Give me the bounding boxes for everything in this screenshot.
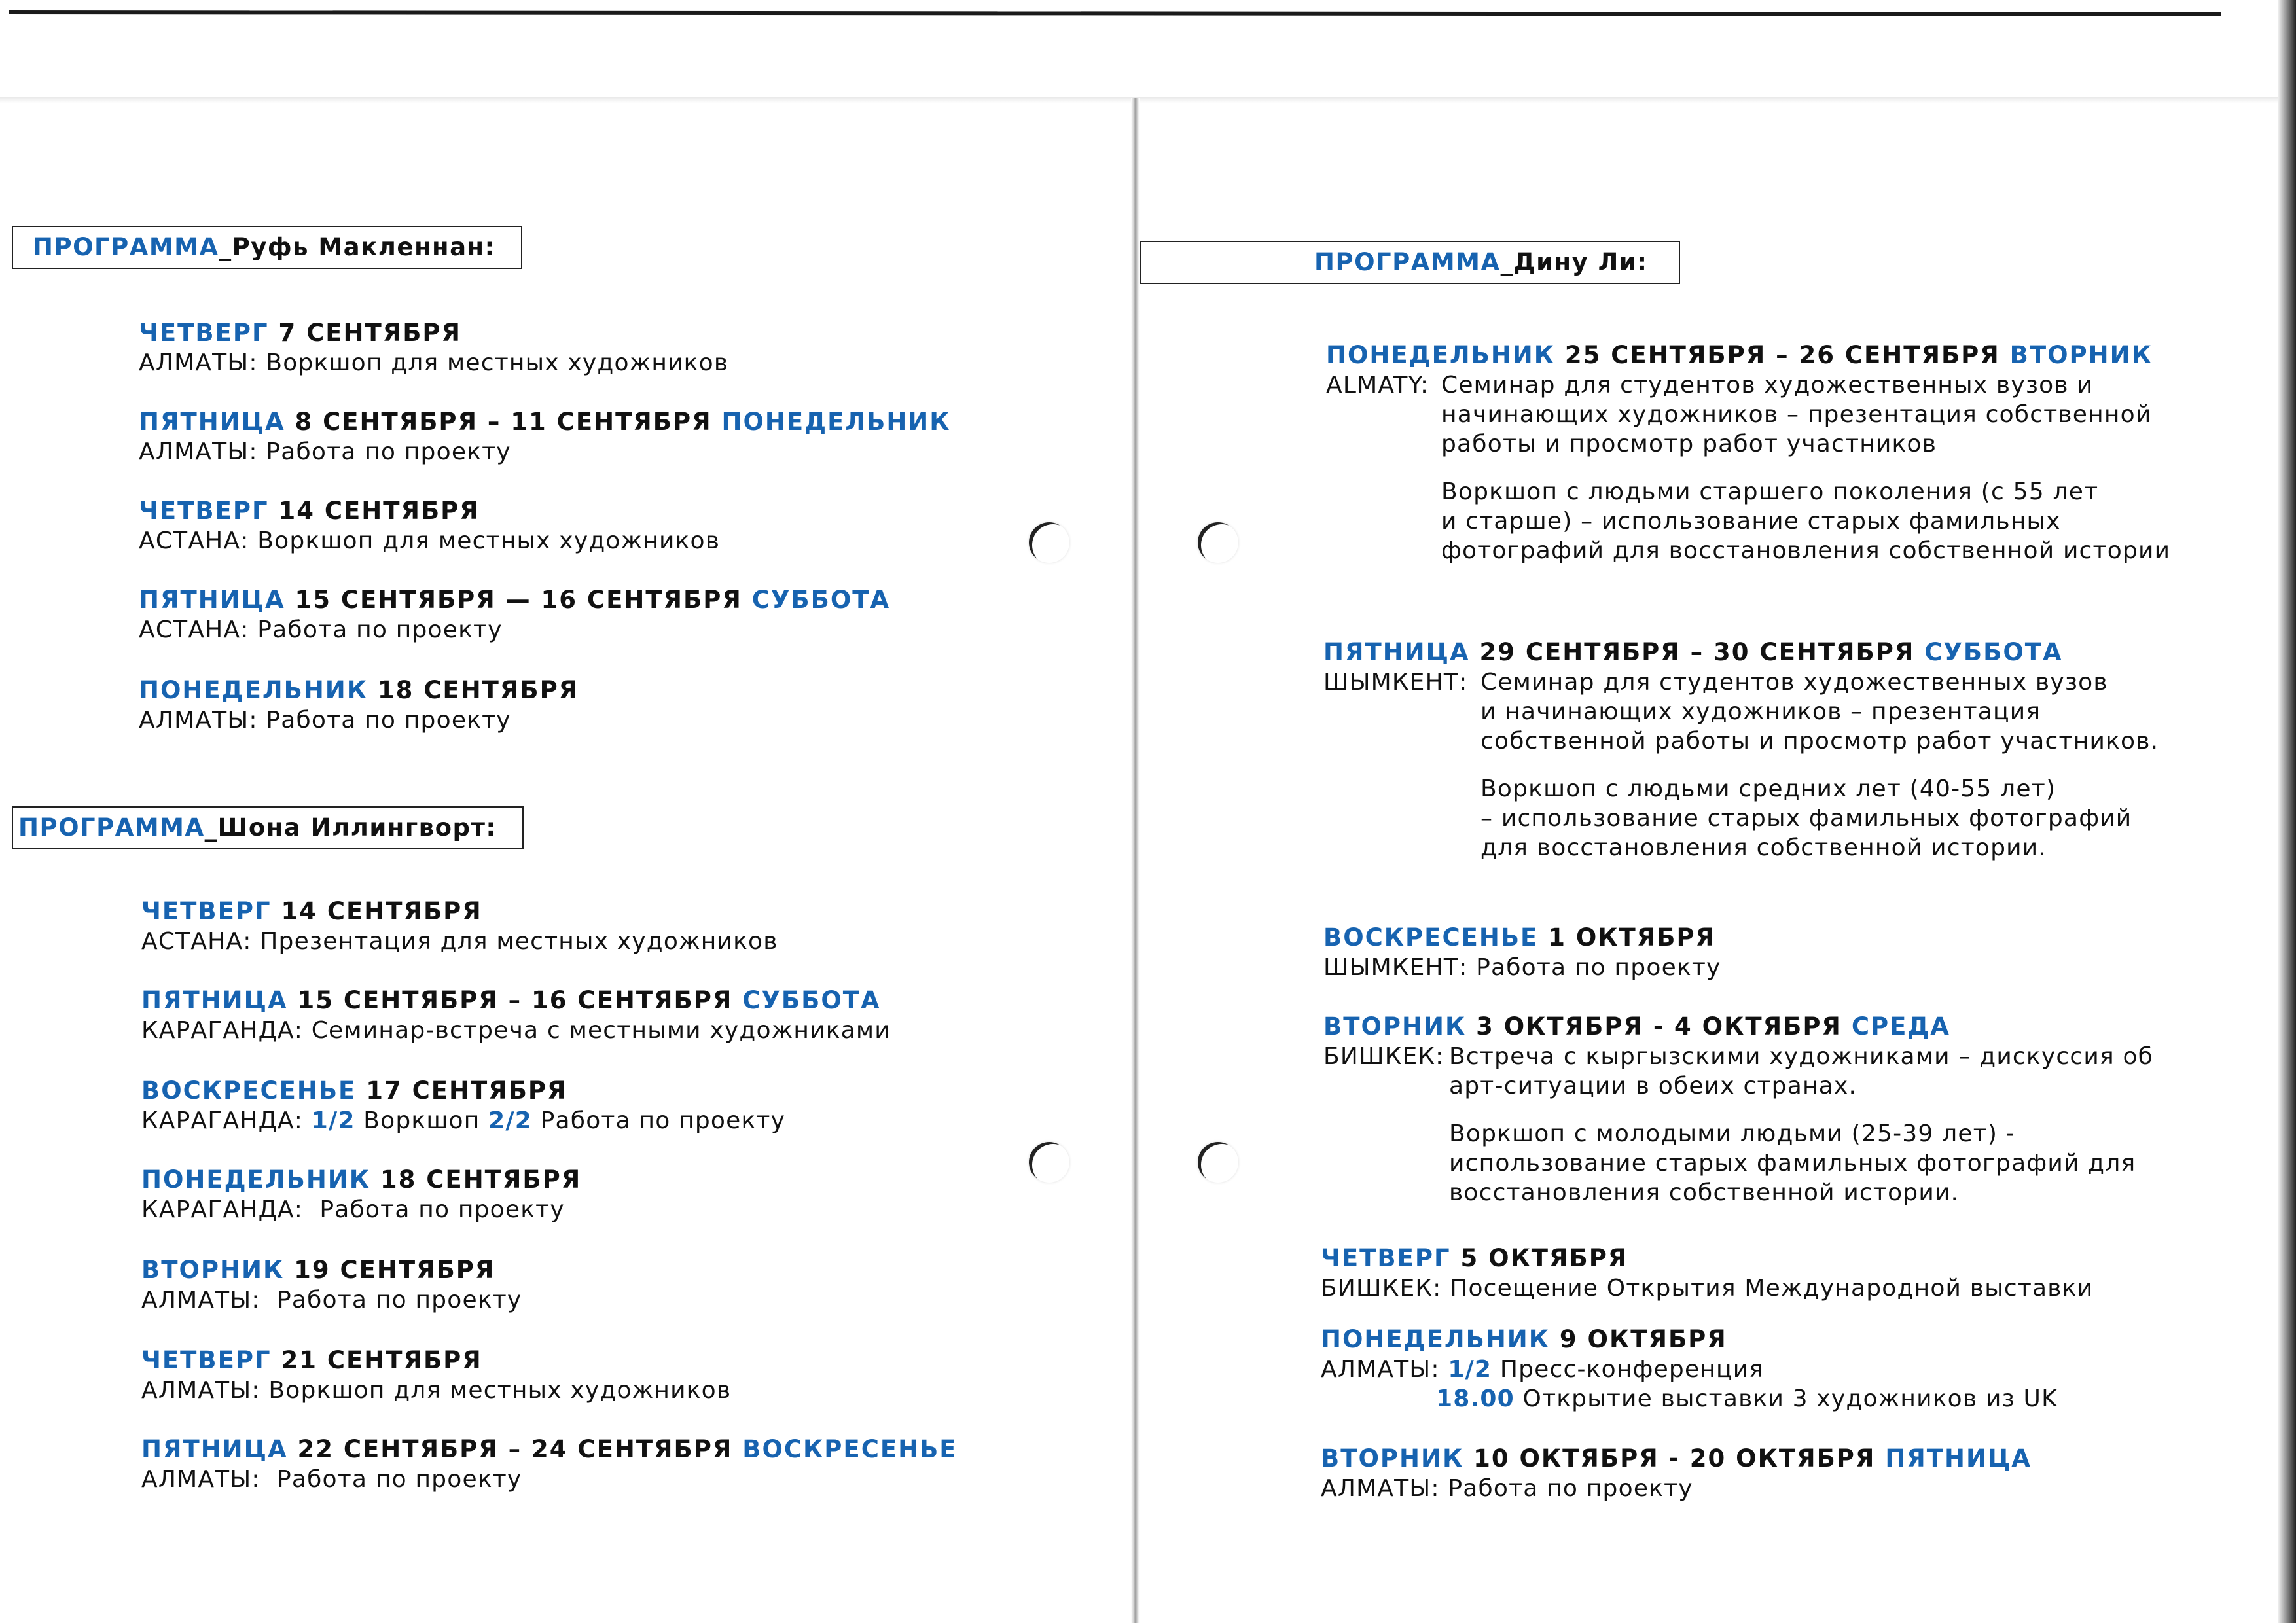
- event-illingworth-4: ПОНЕДЕЛЬНИК 18 СЕНТЯБРЯ КАРАГАНДА: Работа по проекту: [141, 1166, 582, 1223]
- program-header-maclennan: ПРОГРАММА_Руфь Макленнан:: [12, 226, 522, 269]
- event-dinu-li-6: ПОНЕДЕЛЬНИК 9 ОКТЯБРЯ АЛМАТЫ: 1/2 Пресс-конференция 18.00 Открытие выставки 3 художников из UK: [1321, 1325, 2058, 1412]
- program-header-dinu-li: ПРОГРАММА_Дину Ли:: [1140, 241, 1680, 284]
- punch-hole: [1029, 522, 1069, 563]
- punch-hole: [1198, 522, 1238, 563]
- booklet-gutter: [1131, 98, 1140, 1623]
- event-dinu-li-1: ПОНЕДЕЛЬНИК 25 СЕНТЯБРЯ – 26 СЕНТЯБРЯ ВТОРНИК ALMATY: Семинар для студентов художественных вузов и начинающих художников – презентация собственной работы и просмотр работ участников Воркшоп с людьми старшего поколения (с 55 лет и старше) – использование старых фамильных фотографий для восстановления собственной истории: [1326, 341, 2171, 564]
- event-dinu-li-4: ВТОРНИК 3 ОКТЯБРЯ - 4 ОКТЯБРЯ СРЕДА БИШКЕК: Встреча с кыргызскими художниками – дискуссия об арт-ситуации в обеих странах. Воркшоп с молодыми людьми (25-39 лет) - использование старых фамильных фотографий для восстановления собственной истории.: [1323, 1012, 2154, 1206]
- event-dinu-li-3: ВОСКРЕСЕНЬЕ 1 ОКТЯБРЯ ШЫМКЕНТ: Работа по проекту: [1323, 923, 1721, 981]
- event-maclennan-1: ЧЕТВЕРГ 7 СЕНТЯБРЯ АЛМАТЫ: Воркшоп для местных художников: [139, 319, 729, 376]
- event-maclennan-4: ПЯТНИЦА 15 СЕНТЯБРЯ — 16 СЕНТЯБРЯ СУББОТА АСТАНА: Работа по проекту: [139, 586, 891, 643]
- event-illingworth-5: ВТОРНИК 19 СЕНТЯБРЯ АЛМАТЫ: Работа по проекту: [141, 1256, 522, 1313]
- event-illingworth-2: ПЯТНИЦА 15 СЕНТЯБРЯ – 16 СЕНТЯБРЯ СУББОТА КАРАГАНДА: Семинар-встреча с местными художниками: [141, 986, 891, 1044]
- event-illingworth-1: ЧЕТВЕРГ 14 СЕНТЯБРЯ АСТАНА: Презентация для местных художников: [141, 897, 778, 955]
- scan-right-edge: [2278, 0, 2296, 1623]
- event-dinu-li-5: ЧЕТВЕРГ 5 ОКТЯБРЯ БИШКЕК: Посещение Открытия Международной выставки: [1321, 1244, 2094, 1302]
- program-header-illingworth: ПРОГРАММА_Шона Иллингворт:: [12, 806, 524, 849]
- punch-hole: [1198, 1142, 1238, 1183]
- event-dinu-li-7: ВТОРНИК 10 ОКТЯБРЯ - 20 ОКТЯБРЯ ПЯТНИЦА АЛМАТЫ: Работа по проекту: [1321, 1444, 2032, 1502]
- event-illingworth-7: ПЯТНИЦА 22 СЕНТЯБРЯ – 24 СЕНТЯБРЯ ВОСКРЕСЕНЬЕ АЛМАТЫ: Работа по проекту: [141, 1435, 958, 1493]
- punch-hole: [1029, 1142, 1069, 1183]
- event-illingworth-6: ЧЕТВЕРГ 21 СЕНТЯБРЯ АЛМАТЫ: Воркшоп для местных художников: [141, 1346, 732, 1404]
- event-dinu-li-2: ПЯТНИЦА 29 СЕНТЯБРЯ – 30 СЕНТЯБРЯ СУББОТА ШЫМКЕНТ: Семинар для студентов художественных вузов и начинающих художников – презентация собственной работы и просмотр работ участников. Воркшоп с людьми средних лет (40-55 лет) – использование старых фамильных фотографий для восстановления собственной истории.: [1323, 638, 2159, 861]
- event-maclennan-5: ПОНЕДЕЛЬНИК 18 СЕНТЯБРЯ АЛМАТЫ: Работа по проекту: [139, 676, 579, 734]
- event-illingworth-3: ВОСКРЕСЕНЬЕ 17 СЕНТЯБРЯ КАРАГАНДА: 1/2 Воркшоп 2/2 Работа по проекту: [141, 1077, 786, 1134]
- event-maclennan-3: ЧЕТВЕРГ 14 СЕНТЯБРЯ АСТАНА: Воркшоп для местных художников: [139, 497, 721, 554]
- event-maclennan-2: ПЯТНИЦА 8 СЕНТЯБРЯ – 11 СЕНТЯБРЯ ПОНЕДЕЛЬНИК АЛМАТЫ: Работа по проекту: [139, 408, 951, 465]
